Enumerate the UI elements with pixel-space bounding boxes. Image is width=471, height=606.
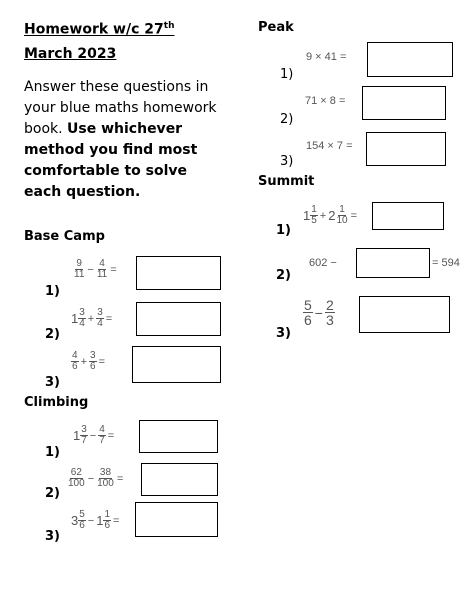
section-title-peak: Peak xyxy=(258,20,294,35)
answer-box[interactable] xyxy=(362,86,446,120)
page-title xyxy=(24,16,174,64)
section-title-climbing: Climbing xyxy=(24,395,89,410)
question-expression: $\frac{5}{6}$ − $\frac{2}{3}$ xyxy=(304,297,334,328)
question-expression: 1 $\frac{3}{7}$ − $\frac{4}{7}$ = xyxy=(73,424,115,446)
question-expression: 9 × 41 = xyxy=(306,51,347,63)
answer-box[interactable] xyxy=(366,132,446,166)
question-number: 1) xyxy=(45,284,60,299)
question-expression: 1 $\frac{3}{4}$ + $\frac{3}{4}$ = xyxy=(71,307,113,329)
instructions xyxy=(24,77,229,203)
answer-box[interactable] xyxy=(136,302,221,336)
question-number: 3) xyxy=(276,326,291,341)
question-number: 1) xyxy=(280,67,294,82)
question-expression: 3 $\frac{5}{6}$ − 1 $\frac{1}{6}$ = xyxy=(71,509,120,531)
answer-box[interactable] xyxy=(372,202,444,230)
answer-box[interactable] xyxy=(359,296,450,333)
answer-box[interactable] xyxy=(139,420,218,453)
question-expression: 1 $\frac{1}{5}$ + 2 $\frac{1}{10}$ = xyxy=(303,204,358,226)
section-title-base-camp: Base Camp xyxy=(24,229,105,244)
question-number: 2) xyxy=(280,112,294,127)
question-number: 1) xyxy=(45,445,60,460)
answer-box[interactable] xyxy=(132,346,221,383)
question-number: 3) xyxy=(45,375,60,390)
answer-box[interactable] xyxy=(141,463,218,496)
answer-box[interactable] xyxy=(356,248,430,278)
instructions-plain: Answer these questions in your blue maths homework book. xyxy=(24,79,217,137)
section-title-summit: Summit xyxy=(258,174,315,189)
question-number: 1) xyxy=(276,223,291,238)
question-number: 2) xyxy=(45,486,60,501)
instructions-bold: Use whichever method you find most comfortable to solve each question. xyxy=(24,121,198,200)
question-number: 3) xyxy=(280,154,294,169)
question-expression: $\frac{4}{6}$ + $\frac{3}{6}$ = xyxy=(72,350,105,372)
answer-box[interactable] xyxy=(135,502,218,537)
question-expression: 71 × 8 = xyxy=(305,95,346,107)
answer-box[interactable] xyxy=(367,42,453,77)
question-number: 2) xyxy=(276,268,291,283)
question-prefix: 602 − xyxy=(309,257,337,269)
question-expression: $\frac{9}{11}$ − $\frac{4}{11}$ = xyxy=(74,258,117,280)
question-number: 2) xyxy=(45,327,60,342)
title-line-2: March 2023 xyxy=(24,45,117,62)
question-number: 3) xyxy=(45,529,60,544)
question-expression: $\frac{62}{100}$ − $\frac{38}{100}$ = xyxy=(68,467,124,489)
question-suffix: = 594 xyxy=(432,257,460,269)
title-line-1: Homework w/c 27th xyxy=(24,21,175,38)
question-expression: 154 × 7 = xyxy=(306,140,353,152)
answer-box[interactable] xyxy=(136,256,221,290)
